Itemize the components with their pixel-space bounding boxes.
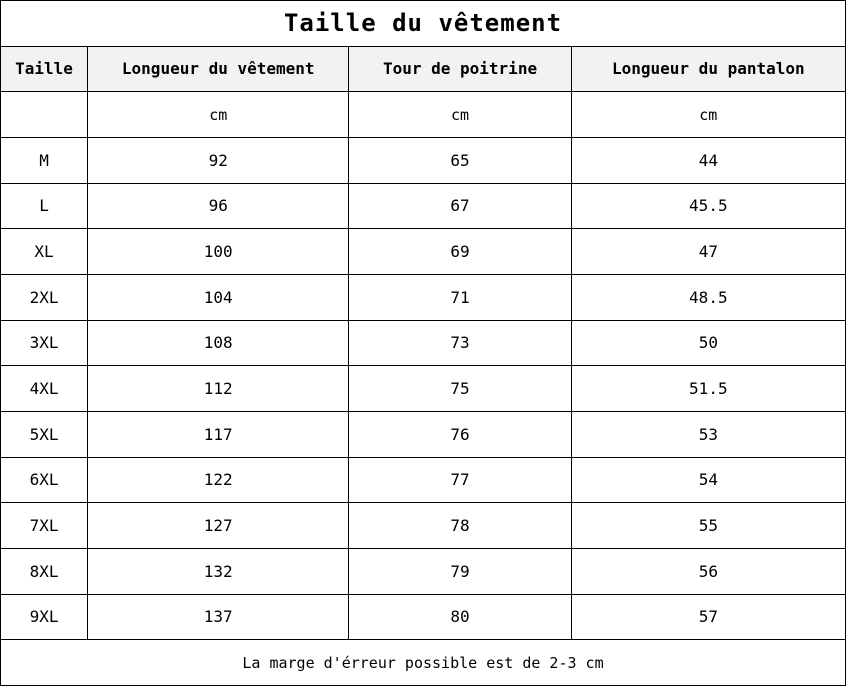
header-size: Taille [1, 46, 88, 92]
table-row [1, 411, 846, 457]
table-title: Taille du vêtement [1, 1, 846, 47]
cell-chest: 75 [349, 366, 571, 412]
header-chest: Tour de poitrine [349, 46, 571, 92]
cell-size: 2XL [1, 274, 88, 320]
cell-size: 3XL [1, 320, 88, 366]
cell-size: 7XL [1, 503, 88, 549]
cell-size: 5XL [1, 411, 88, 457]
table-row [1, 457, 846, 503]
cell-chest: 77 [349, 457, 571, 503]
cell-garment-length: 92 [88, 137, 349, 183]
cell-size: 8XL [1, 548, 88, 594]
cell-pants-length: 48.5 [571, 274, 845, 320]
header-pants-length: Longueur du pantalon [571, 46, 845, 92]
cell-size: XL [1, 229, 88, 275]
unit-chest: cm [349, 92, 571, 138]
cell-garment-length: 137 [88, 594, 349, 640]
cell-chest: 79 [349, 548, 571, 594]
cell-chest: 71 [349, 274, 571, 320]
cell-pants-length: 44 [571, 137, 845, 183]
table-row [1, 503, 846, 549]
unit-garment-length: cm [88, 92, 349, 138]
cell-pants-length: 57 [571, 594, 845, 640]
table-row [1, 320, 846, 366]
header-row [1, 46, 846, 92]
table-row [1, 274, 846, 320]
cell-garment-length: 127 [88, 503, 349, 549]
cell-chest: 67 [349, 183, 571, 229]
cell-chest: 65 [349, 137, 571, 183]
error-margin-note: La marge d'érreur possible est de 2-3 cm [1, 640, 846, 686]
cell-pants-length: 45.5 [571, 183, 845, 229]
cell-pants-length: 50 [571, 320, 845, 366]
cell-size: M [1, 137, 88, 183]
unit-size [1, 92, 88, 138]
unit-pants-length: cm [571, 92, 845, 138]
cell-pants-length: 56 [571, 548, 845, 594]
cell-chest: 80 [349, 594, 571, 640]
table-row [1, 229, 846, 275]
cell-chest: 69 [349, 229, 571, 275]
cell-pants-length: 55 [571, 503, 845, 549]
cell-pants-length: 54 [571, 457, 845, 503]
table-row [1, 594, 846, 640]
cell-garment-length: 96 [88, 183, 349, 229]
cell-pants-length: 51.5 [571, 366, 845, 412]
cell-garment-length: 108 [88, 320, 349, 366]
cell-size: L [1, 183, 88, 229]
cell-chest: 76 [349, 411, 571, 457]
cell-garment-length: 117 [88, 411, 349, 457]
table-row [1, 366, 846, 412]
cell-garment-length: 104 [88, 274, 349, 320]
cell-garment-length: 112 [88, 366, 349, 412]
cell-garment-length: 132 [88, 548, 349, 594]
cell-pants-length: 53 [571, 411, 845, 457]
cell-size: 4XL [1, 366, 88, 412]
header-garment-length: Longueur du vêtement [88, 46, 349, 92]
table-row [1, 137, 846, 183]
table-row [1, 183, 846, 229]
cell-pants-length: 47 [571, 229, 845, 275]
cell-chest: 78 [349, 503, 571, 549]
cell-size: 9XL [1, 594, 88, 640]
cell-chest: 73 [349, 320, 571, 366]
cell-size: 6XL [1, 457, 88, 503]
cell-garment-length: 122 [88, 457, 349, 503]
table-row [1, 548, 846, 594]
unit-row [1, 92, 846, 138]
cell-garment-length: 100 [88, 229, 349, 275]
